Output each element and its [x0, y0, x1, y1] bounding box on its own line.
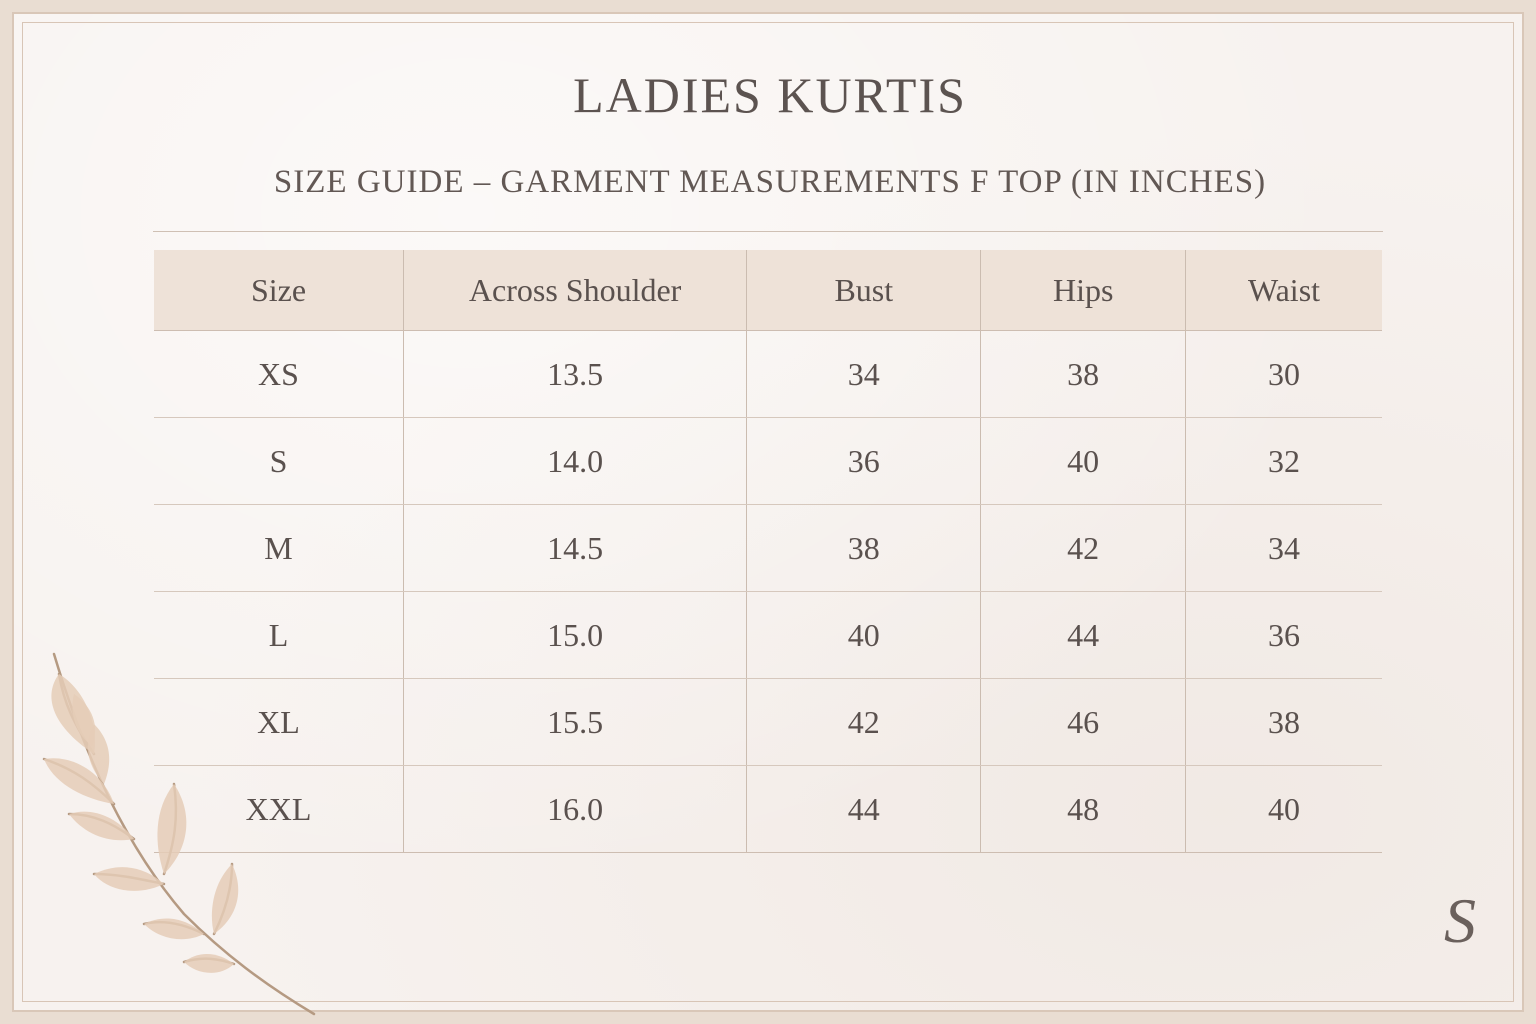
header-across-shoulder: Across Shoulder [403, 250, 746, 331]
cell-hips: 42 [981, 505, 1186, 592]
cell-waist: 40 [1186, 766, 1383, 853]
cell-across-shoulder: 13.5 [403, 331, 746, 418]
cell-bust: 36 [747, 418, 981, 505]
cell-hips: 44 [981, 592, 1186, 679]
cell-size: S [154, 418, 403, 505]
cell-across-shoulder: 16.0 [403, 766, 746, 853]
table-row [154, 418, 1382, 505]
cell-across-shoulder: 15.0 [403, 592, 746, 679]
cell-size: M [154, 505, 403, 592]
cell-bust: 44 [747, 766, 981, 853]
table-header-row [154, 250, 1382, 331]
leaf-branch-icon [14, 634, 334, 1024]
cell-size: XL [154, 679, 403, 766]
header-hips: Hips [981, 250, 1186, 331]
cell-hips: 40 [981, 418, 1186, 505]
cell-waist: 38 [1186, 679, 1383, 766]
cell-size: L [154, 592, 403, 679]
header-waist: Waist [1186, 250, 1383, 331]
page-subtitle: SIZE GUIDE – GARMENT MEASUREMENTS F TOP (IN INCHES) [273, 164, 1267, 200]
cell-across-shoulder: 15.5 [403, 679, 746, 766]
table-row [154, 766, 1382, 853]
cell-bust: 40 [747, 592, 981, 679]
cell-size: XXL [154, 766, 403, 853]
table-row [154, 331, 1382, 418]
cell-hips: 48 [981, 766, 1186, 853]
table-row [154, 505, 1382, 592]
table-row [154, 592, 1382, 679]
header-size: Size [154, 250, 403, 331]
page-title: LADIES KURTIS [573, 67, 967, 123]
cell-bust: 38 [747, 505, 981, 592]
cell-hips: 46 [981, 679, 1186, 766]
cell-bust: 34 [747, 331, 981, 418]
cell-waist: 36 [1186, 592, 1383, 679]
table-row [154, 679, 1382, 766]
cell-bust: 42 [747, 679, 981, 766]
brand-monogram: S [1444, 885, 1476, 956]
divider [153, 231, 1383, 232]
cell-waist: 34 [1186, 505, 1383, 592]
cell-across-shoulder: 14.5 [403, 505, 746, 592]
cell-waist: 30 [1186, 331, 1383, 418]
size-guide-card [12, 12, 1524, 1012]
size-table [154, 250, 1382, 853]
cell-hips: 38 [981, 331, 1186, 418]
cell-across-shoulder: 14.0 [403, 418, 746, 505]
header-bust: Bust [747, 250, 981, 331]
cell-size: XS [154, 331, 403, 418]
cell-waist: 32 [1186, 418, 1383, 505]
